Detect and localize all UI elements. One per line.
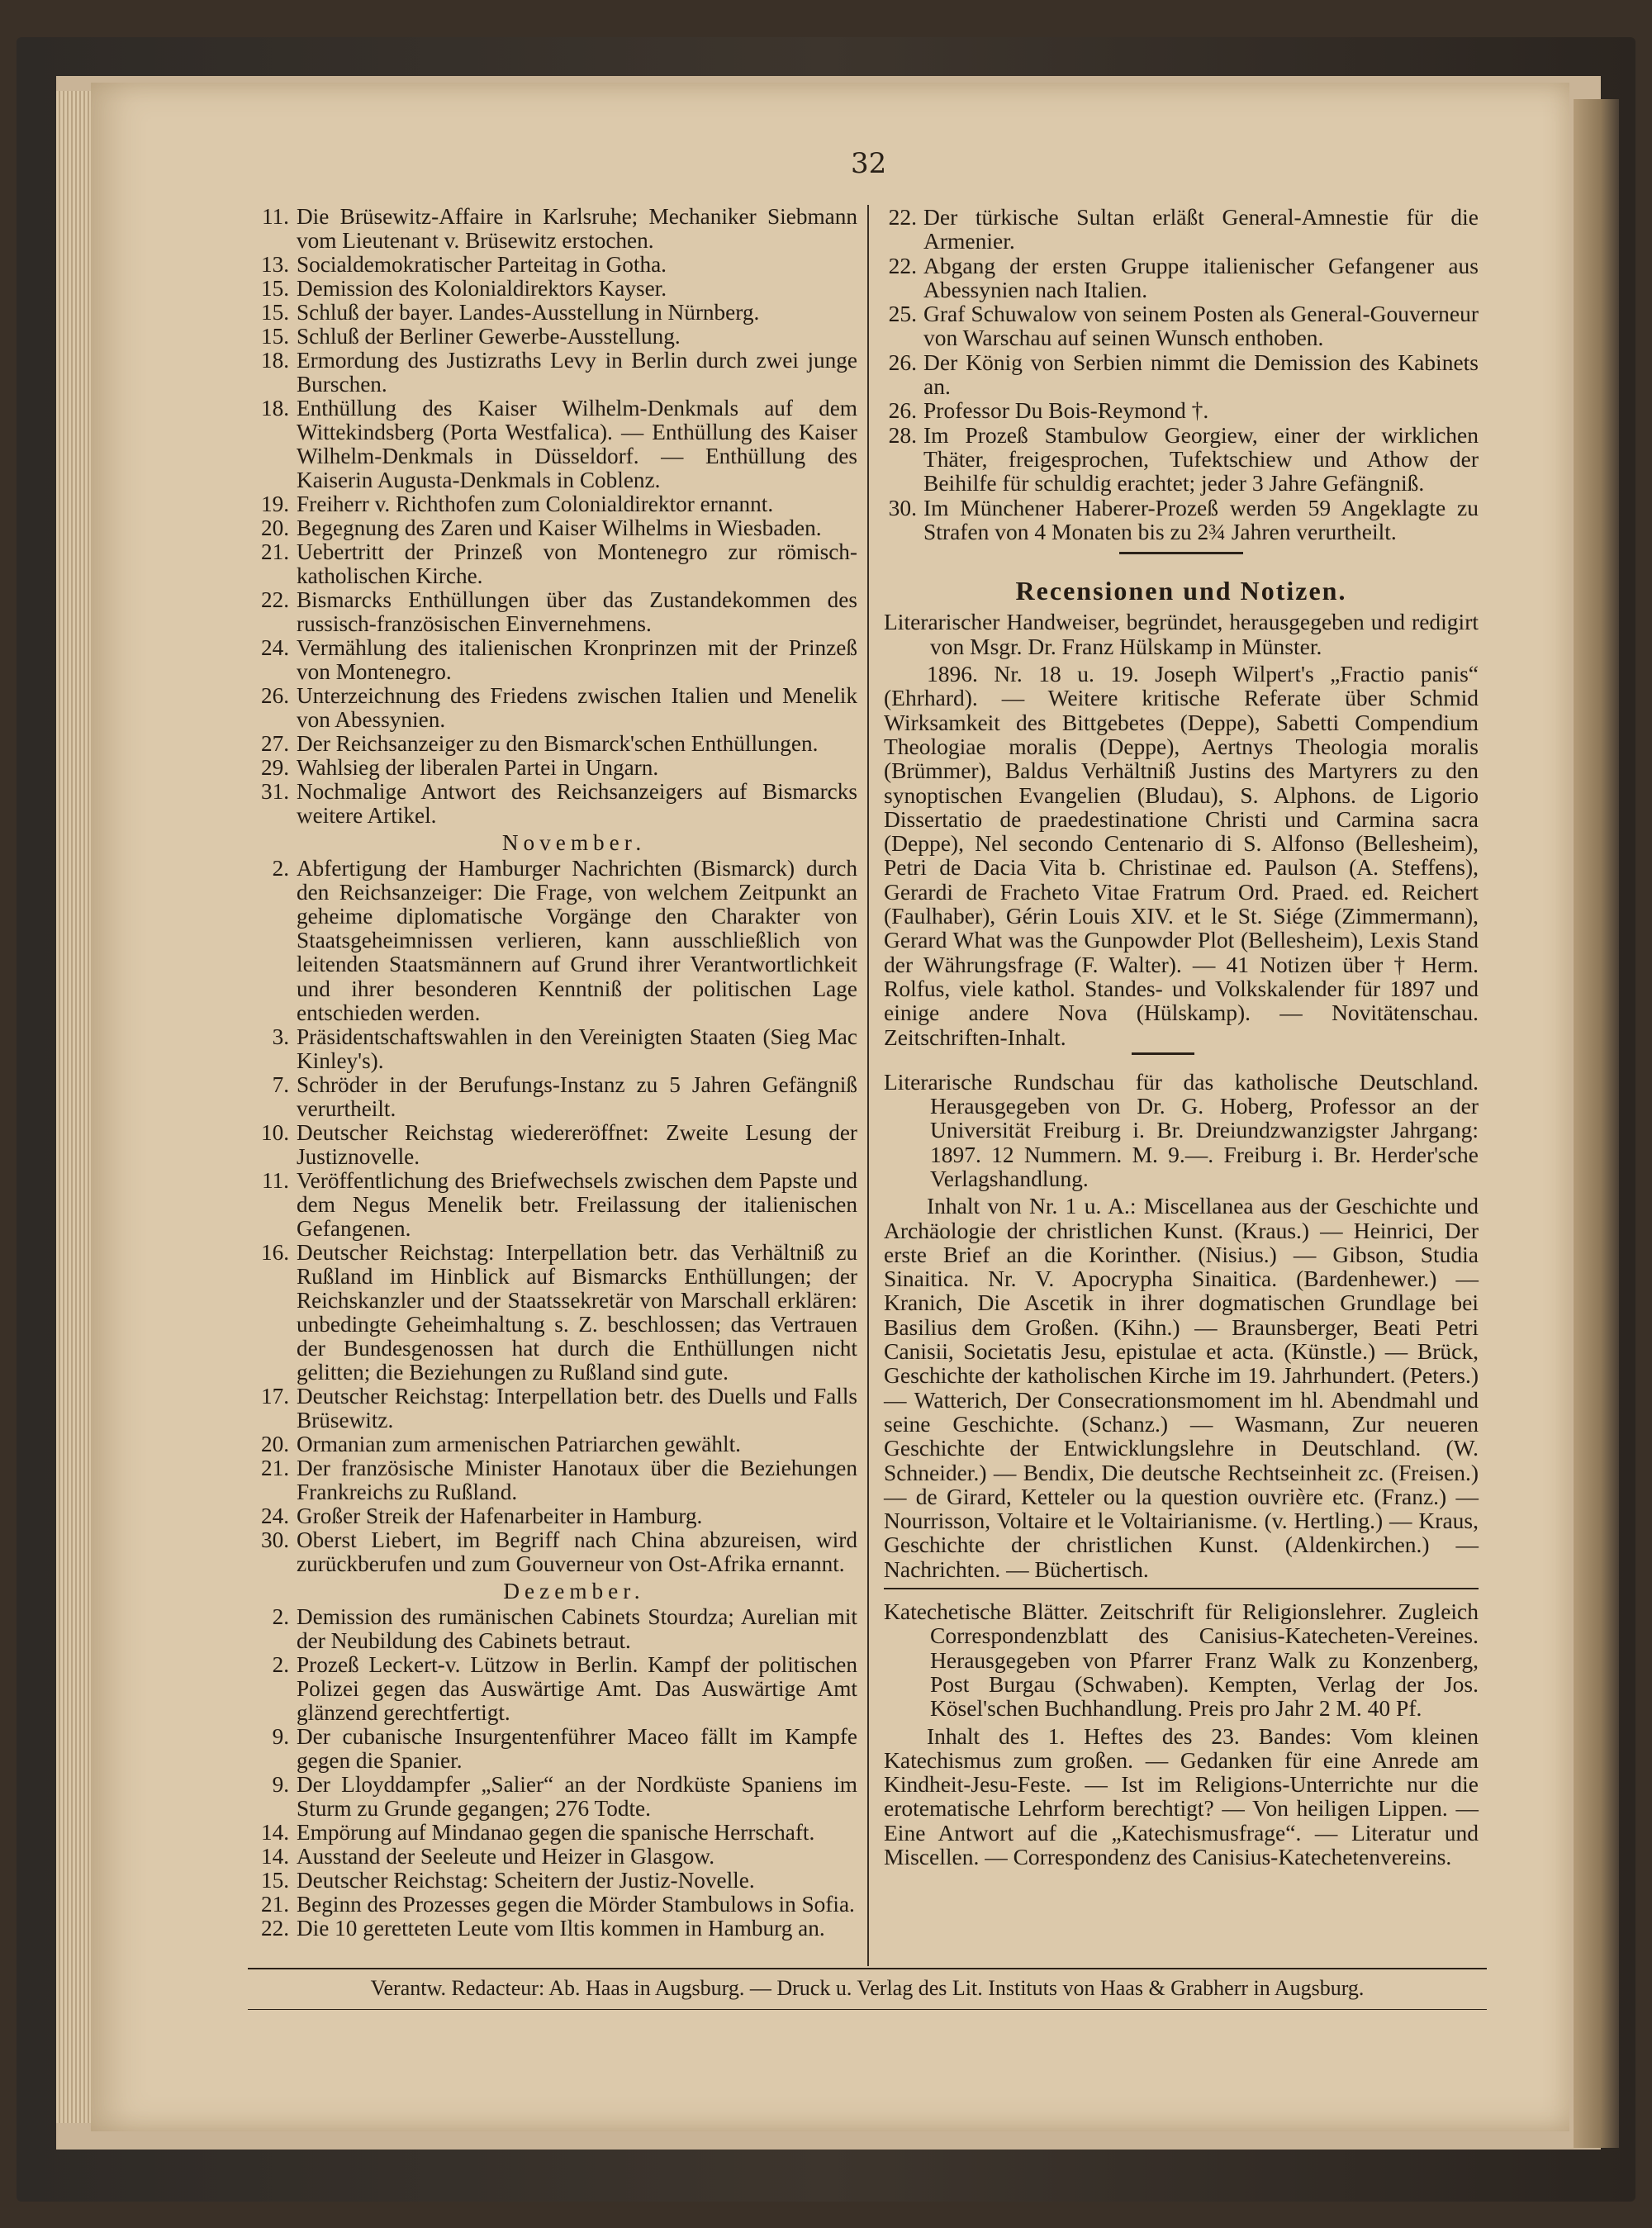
chronicle-entry (884, 302, 1479, 350)
chronicle-entry (258, 1504, 857, 1528)
left-column (258, 205, 857, 1941)
entry-text: Socialdemokratischer Parteitag in Gotha. (297, 252, 667, 278)
entry-text: Nochmalige Antwort des Reichsanzeigers auf Bismarcks weitere Artikel. (297, 779, 857, 829)
entry-date: 30. (260, 1527, 289, 1552)
chronicle-entry (258, 349, 857, 397)
entry-text: Begegnung des Zaren und Kaiser Wilhelms in Wiesbaden. (297, 515, 822, 541)
entry-date: 18. (260, 348, 289, 373)
chronicle-entry (258, 325, 857, 349)
chronicle-entry (258, 516, 857, 540)
entry-date: 30. (888, 494, 917, 520)
entry-date: 21. (260, 539, 289, 565)
entry-text: Deutscher Reichstag wiedereröffnet: Zweite Lesung der Justiznovelle. (297, 1119, 857, 1169)
entry-text: Demission des Kolonialdirektors Kayser. (297, 276, 667, 302)
chronicle-entry (258, 684, 857, 732)
entry-text: Präsidentschaftswahlen in den Vereinigten Staaten (Sieg Mac Kinley's). (297, 1024, 857, 1073)
chronicle-entry (258, 1653, 857, 1725)
chronicle-entry (884, 398, 1479, 422)
chronicle-entry (258, 636, 857, 684)
chronicle-list-december-cont (884, 205, 1479, 544)
entry-date: 3. (272, 1024, 289, 1049)
entry-date: 9. (272, 1772, 289, 1798)
entry-text: Prozeß Leckert-v. Lützow in Berlin. Kampf der politischen Polizei gegen das Auswärtige Amt. Das Auswärtige Amt glänzend gerechtfertigt. (297, 1651, 857, 1725)
entry-date: 15. (260, 1868, 289, 1893)
chronicle-entry (258, 857, 857, 1024)
entry-text: Abfertigung der Hamburger Nachrichten (Bismarck) durch den Reichsanzeiger: Die Frage, von welchem Zeitpunkt an geheime diplomatische Vorgänge den Charakter von Staatsgeheimnissen verlieren, kann ausschließlich von leitenden Staatsmännern auf Grund ihrer Verantwortlichkeit und ihrer besonderen Kenntniß der politischen Lage entschieden werden. (297, 856, 857, 1025)
entry-text: Ormanian zum armenischen Patriarchen gewählt. (297, 1431, 741, 1456)
entry-text: Abgang der ersten Gruppe italienischer Gefangener aus Abessynien nach Italien. (923, 252, 1479, 302)
page-gutter (1574, 99, 1619, 2148)
entry-date: 26. (888, 349, 917, 375)
entry-text: Empörung auf Mindanao gegen die spanische Herrschaft. (297, 1820, 815, 1846)
section-rule (1119, 552, 1243, 554)
chronicle-entry (258, 588, 857, 636)
chronicle-entry (884, 205, 1479, 254)
entry-date: 16. (260, 1239, 289, 1265)
entry-text: Die Brüsewitz-Affaire in Karlsruhe; Mechaniker Siebmann vom Lieutenant v. Brüsewitz erstochen. (297, 204, 857, 254)
chronicle-list-october (258, 205, 857, 828)
entry-text: Uebertritt der Prinzeß von Montenegro zur römisch-katholischen Kirche. (297, 539, 857, 589)
entry-text: Wahlsieg der liberalen Partei in Ungarn. (297, 755, 659, 781)
entry-date: 24. (260, 1503, 289, 1528)
entry-text: Der französische Minister Hanotaux über die Beziehungen Frankreichs zu Rußland. (297, 1455, 857, 1504)
chronicle-entry (884, 254, 1479, 302)
entry-date: 19. (260, 492, 289, 517)
chronicle-entry (258, 1893, 857, 1917)
review-title: Literarische Rundschau für das katholische Deutschland. Herausgegeben von Dr. G. Hoberg, Professor an der Universität Freiburg i. Br. Dreiundzwanzigster Jahrgang: 1897. 12 Nummern. M. 9.—. Freiburg i. Br. Herder'sche Verlagshandlung. (884, 1068, 1479, 1191)
chronicle-entry (258, 1456, 857, 1504)
chronicle-entry (258, 1528, 857, 1576)
chronicle-entry (258, 1773, 857, 1821)
review-rule (884, 1588, 1479, 1589)
imprint-footer: Verantw. Redacteur: Ab. Haas in Augsburg. — Druck u. Verlag des Lit. Instituts von Haas & Grabherr in Augsburg. (370, 1976, 1365, 2000)
chronicle-entry (258, 732, 857, 756)
entry-date: 22. (260, 1916, 289, 1941)
entry-text: Deutscher Reichstag: Scheitern der Justiz-Novelle. (297, 1868, 755, 1893)
entry-text: Vermählung des italienischen Kronprinzen mit der Prinzeß von Montenegro. (297, 635, 857, 685)
entry-text: Freiherr v. Richthofen zum Colonialdirektor ernannt. (297, 492, 774, 517)
entry-text: Ermordung des Justizraths Levy in Berlin durch zwei junge Burschen. (297, 348, 857, 397)
chronicle-entry (258, 205, 857, 253)
entry-text: Enthüllung des Kaiser Wilhelm-Denkmals auf dem Wittekindsberg (Porta Westfalica). — Enthüllung des Kaiser Wilhelm-Denkmals in Düsseldorf. — Enthüllung des Kaiserin Augusta-Denkmals in Coblenz. (297, 396, 857, 493)
entry-date: 26. (888, 397, 917, 424)
entry-date: 31. (260, 779, 289, 805)
chronicle-entry (258, 1869, 857, 1893)
month-heading-december: Dezember. (503, 1578, 645, 1603)
entry-date: 11. (261, 204, 289, 229)
entry-date: 21. (260, 1455, 289, 1480)
chronicle-entry (258, 1725, 857, 1773)
entry-date: 9. (272, 1723, 289, 1749)
entry-text: Graf Schuwalow von seinem Posten als General-Gouverneur von Warschau auf seinen Wunsch enthoben. (923, 301, 1479, 351)
chronicle-entry (258, 1917, 857, 1941)
entry-date: 14. (260, 1820, 289, 1846)
footer-rule (248, 1968, 1487, 1969)
entry-text: Ausstand der Seeleute und Heizer in Glasgow. (297, 1844, 715, 1869)
chronicle-entry (258, 1121, 857, 1169)
entry-date: 29. (260, 755, 289, 781)
entry-date: 25. (888, 301, 917, 327)
entry-date: 11. (261, 1167, 289, 1193)
entry-date: 22. (260, 587, 289, 613)
entry-text: Im Münchener Haberer-Prozeß werden 59 Angeklagte zu Strafen von 4 Monaten bis zu 2¾ Jahren verurtheilt. (923, 494, 1479, 544)
chronicle-entry (258, 1073, 857, 1121)
entry-text: Der türkische Sultan erläßt General-Amnestie für die Armenier. (923, 204, 1479, 254)
entry-text: Deutscher Reichstag: Interpellation betr. das Verhältniß zu Rußland im Hinblick auf Bismarcks Enthüllungen; der Reichskanzler und der Staatssekretär von Marschall erklären: unbedingte Geheimhaltung s. Z. beschlossen; das Vertrauen der Bundesgenossen hat durch die Enthüllungen nicht gelitten; die Beziehungen zu Rußland sind gute. (297, 1239, 857, 1385)
entry-date: 18. (260, 396, 289, 421)
review-body: 1896. Nr. 18 u. 19. Joseph Wilpert's „Fractio panis“ (Ehrhard). — Weitere kritische Referate über Schmid Wirksamkeit des Bittgebetes (Deppe), Sabetti Compendium Theologiae moralis (Deppe), Aertnys Theologia moralis (Brümmer), Baldus Verhältniß Justins des Martyrers zu den synoptischen Evangelien (Bludau), S. Alphons. de Ligorio Dissertatio de praedestinatione Christi und Carmina sacra (Deppe), Nel secondo Centenario di S. Alfonso (Bellesheim), Petri de Dacia Vita b. Christinae ed. Paulson (A. Steffens), Gerardi de Fracheto Vitae Fratrum Ord. Praed. ed. Reichert (Faulhaber), Gérin Louis XIV. et le St. Siége (Zimmermann), Gerard What was the Gunpowder Plot (Bellesheim), Lexis Stand der Währungsfrage (F. Walter). — 41 Notizen über † Herm. Rolfus, viele kathol. Standes- und Volkskalender für 1897 und einige andere Nova (Hülskamp). — Novitätenschau. Zeitschriften-Inhalt. (884, 661, 1479, 1050)
entry-date: 15. (260, 300, 289, 325)
review-title: Literarischer Handweiser, begründet, herausgegeben und redigirt von Msgr. Dr. Franz Hülskamp in Münster. (884, 609, 1479, 659)
chronicle-entry (258, 301, 857, 325)
entry-date: 10. (260, 1119, 289, 1145)
chronicle-entry (258, 397, 857, 492)
entry-text: Oberst Liebert, im Begriff nach China abzureisen, wird zurückberufen und zum Gouverneur von Ost-Afrika ernannt. (297, 1527, 857, 1576)
entry-date: 2. (272, 1603, 289, 1629)
chronicle-entry (258, 253, 857, 277)
chronicle-list-december (258, 1605, 857, 1941)
chronicle-entry (258, 780, 857, 828)
entry-date: 14. (260, 1844, 289, 1869)
chronicle-entry (258, 492, 857, 516)
page-number: 32 (851, 147, 887, 180)
entry-date: 22. (888, 252, 917, 278)
chronicle-entry (884, 496, 1479, 544)
entry-text: Schluß der bayer. Landes-Ausstellung in Nürnberg. (297, 300, 760, 325)
entry-date: 28. (888, 421, 917, 448)
entry-text: Im Prozeß Stambulow Georgiew, einer der wirklichen Thäter, freigesprochen, Tufektschiew und Athow der Beihilfe für schuldig erachtet; jeder 3 Jahre Gefängniß. (923, 421, 1479, 496)
entry-text: Veröffentlichung des Briefwechsels zwischen dem Papste und dem Negus Menelik betr. Freilassung der italienischen Gefangenen. (297, 1167, 857, 1241)
entry-text: Der König von Serbien nimmt die Demission des Kabinets an. (923, 349, 1479, 400)
entry-text: Schröder in der Berufungs-Instanz zu 5 Jahren Gefängniß verurtheilt. (297, 1071, 857, 1121)
chronicle-entry (258, 1432, 857, 1456)
entry-date: 26. (260, 683, 289, 709)
entry-date: 20. (260, 515, 289, 541)
chronicle-entry (258, 277, 857, 301)
entry-text: Schluß der Berliner Gewerbe-Ausstellung. (297, 324, 681, 349)
chronicle-list-november (258, 857, 857, 1575)
chronicle-entry (884, 423, 1479, 496)
entry-date: 27. (260, 731, 289, 757)
chronicle-entry (258, 1241, 857, 1385)
entry-text: Deutscher Reichstag: Interpellation betr. des Duells und Falls Brüsewitz. (297, 1383, 857, 1432)
month-heading-november: November. (501, 830, 647, 856)
entry-date: 17. (260, 1383, 289, 1409)
entry-date: 24. (260, 635, 289, 661)
entry-text: Der Lloyddampfer „Salier“ an der Nordküste Spaniens im Sturm zu Grunde gegangen; 276 Todte. (297, 1772, 857, 1822)
reviews-heading: Recensionen und Notizen. (1015, 576, 1347, 606)
entry-text: Großer Streik der Hafenarbeiter in Hamburg. (297, 1503, 703, 1528)
entry-date: 15. (260, 276, 289, 302)
footer-underline (248, 2009, 1487, 2010)
entry-text: Unterzeichnung des Friedens zwischen Italien und Menelik von Abessynien. (297, 683, 857, 733)
column-divider (867, 205, 869, 1966)
entry-date: 22. (888, 204, 917, 230)
entry-text: Professor Du Bois-Reymond †. (923, 397, 1209, 424)
entry-date: 2. (272, 856, 289, 881)
entry-text: Der cubanische Insurgentenführer Maceo fällt im Kampfe gegen die Spanier. (297, 1723, 857, 1773)
entry-date: 13. (260, 252, 289, 278)
entry-text: Beginn des Prozesses gegen die Mörder Stambulows in Sofia. (297, 1892, 855, 1917)
chronicle-entry (884, 350, 1479, 399)
chronicle-entry (258, 1605, 857, 1653)
entry-date: 7. (272, 1071, 289, 1097)
chronicle-entry (258, 1025, 857, 1073)
entry-date: 15. (260, 324, 289, 349)
chronicle-entry (258, 540, 857, 588)
chronicle-entry (258, 756, 857, 780)
entry-date: 2. (272, 1651, 289, 1677)
entry-text: Die 10 geretteten Leute vom Iltis kommen in Hamburg an. (297, 1916, 825, 1941)
entry-date: 20. (260, 1431, 289, 1456)
review-body: Inhalt des 1. Heftes des 23. Bandes: Vom kleinen Katechismus zum großen. — Gedanken für eine Anrede am Kindheit-Jesu-Feste. — Ist im Religions-Unterrichte nur die erotematische Lehrform berechtigt? — Von heiligen Lippen. — Eine Antwort auf die „Katechismusfrage“. — Literatur und Miscellen. — Correspondenz des Canisius-Katechetenvereins. (884, 1722, 1479, 1869)
review-rule (1132, 1052, 1194, 1055)
review-title: Katechetische Blätter. Zeitschrift für Religionslehrer. Zugleich Correspondenzblatt des Canisius-Katecheten-Vereines. Herausgegeben von Pfarrer Franz Walk zu Konzenberg, Post Burgau (Schwaben). Kempten, Verlag der Jos. Kösel'schen Buchhandlung. Preis pro Jahr 2 M. 40 Pf. (884, 1599, 1479, 1722)
right-column (884, 205, 1479, 1869)
chronicle-entry (258, 1845, 857, 1869)
entry-text: Bismarcks Enthüllungen über das Zustandekommen des russisch-französischen Einvernehmens. (297, 587, 857, 637)
chronicle-entry (258, 1821, 857, 1845)
entry-text: Der Reichsanzeiger zu den Bismarck'schen Enthüllungen. (297, 731, 819, 757)
entry-text: Demission des rumänischen Cabinets Stourdza; Aurelian mit der Neubildung des Cabinets betraut. (297, 1603, 857, 1653)
entry-date: 21. (260, 1892, 289, 1917)
chronicle-entry (258, 1385, 857, 1432)
chronicle-entry (258, 1169, 857, 1241)
review-body: Inhalt von Nr. 1 u. A.: Miscellanea aus der Geschichte und Archäologie der christlichen Kunst. (Kraus.) — Heinrici, Der erste Brief an die Korinther. (Nisius.) — Gibson, Studia Sinaitica. Nr. V. Apocrypha Sinaitica. (Bardenhewer.) — Kranich, Die Ascetik in ihrer dogmatischen Grundlage bei Basilius dem Großen. (Kihn.) — Braunsberger, Beati Petri Canisii, Societatis Jesu, epistulae et acta. (Künstle.) — Brück, Geschichte der katholischen Kirche im 19. Jahrhundert. (Peters.) — Watterich, Der Consecrationsmoment im hl. Abendmahl und seine Geschichte. (Schanz.) — Wasmann, Zur neueren Geschichte der Entwicklungslehre in Deutschland. (W. Schneider.) — Bendix, Die deutsche Rechtseinheit zc. (Freisen.) — de Girard, Ketteler ou la question ouvrière etc. (Franz.) — Nourrisson, Voltaire et le Voltairianisme. (v. Hertling.) — Kraus, Geschichte der christlichen Kunst. (Aldenkirchen.) — Nachrichten. — Büchertisch. (884, 1193, 1479, 1582)
